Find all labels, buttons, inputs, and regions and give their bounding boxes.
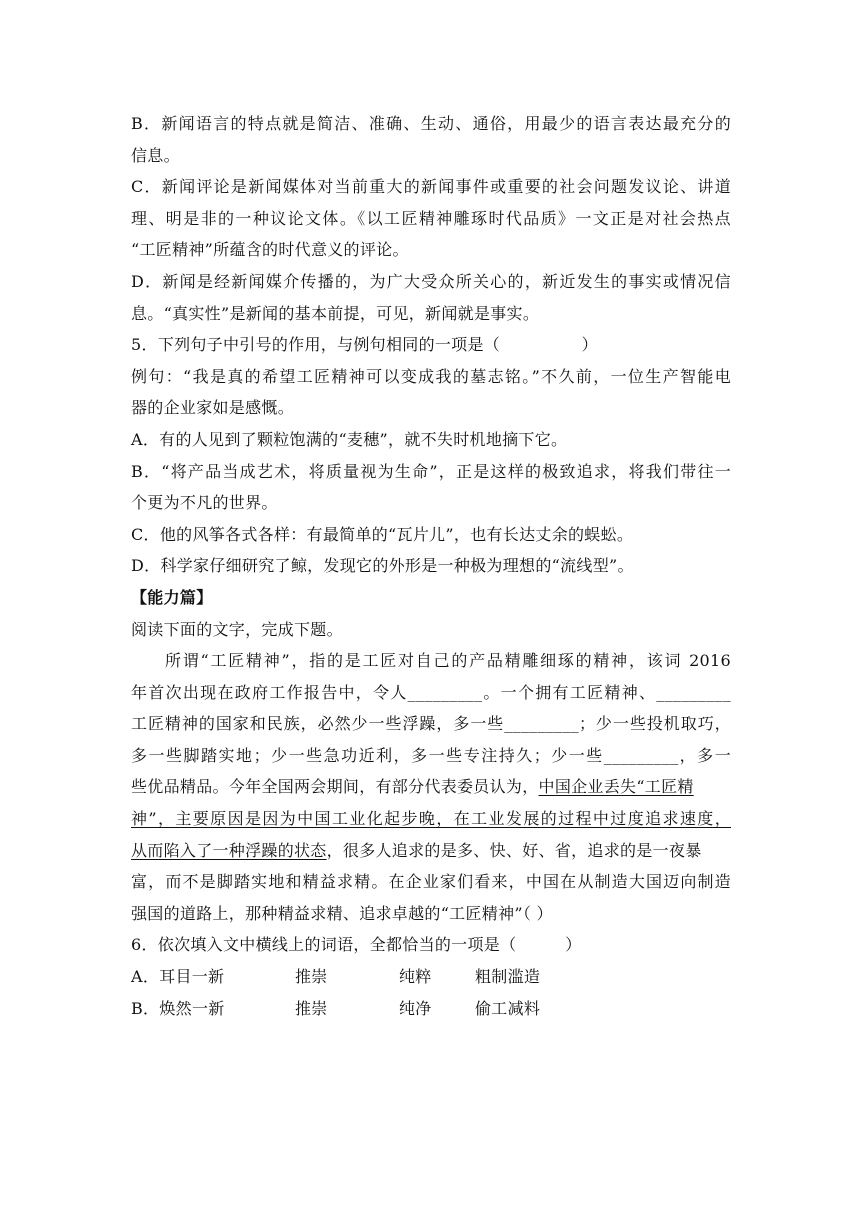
q5-option-b-line-1: B．“将产品当成艺术，将质量视为生命”，正是这样的极致追求，将我们带往一 [131,461,731,481]
q6-b-word-3: 纯净 [399,998,432,1018]
q6-a-word-4: 粗制滥造 [475,967,541,987]
q6-a-word-3: 纯粹 [399,967,432,987]
option-d-line-2: 息。“真实性”是新闻的基本前提，可见，新闻就是事实。 [131,303,540,323]
document-body [131,108,731,1024]
reading-instruction: 阅读下面的文字，完成下题。 [131,619,343,639]
q5-option-a: A．有的人见到了颗粒饱满的“麦穗”，就不失时机地摘下它。 [131,429,568,449]
passage-line-5 [131,771,731,803]
passage-line-7-text: ，很多人追求的是多、快、好、省，追求的是一夜暴 [326,840,702,860]
underlined-sentence-part-1: 中国企业丢失“工匠精 [538,777,694,797]
q5-option-c: C．他的风筝各式各样：有最简单的“瓦片儿”，也有长达丈余的蜈蚣。 [131,524,634,544]
q6-option-b [131,993,731,1025]
passage-line-8: 富，而不是脚踏实地和精益求精。在企业家们看来，中国在从制造大国迈向制造 [131,872,731,892]
q6-option-a [131,961,731,993]
passage-line-1: 所谓“工匠精神”，指的是工匠对自己的产品精雕细琢的精神，该词 2016 [165,651,731,671]
option-c-line-1: C．新闻评论是新闻媒体对当前重大的新闻事件或重要的社会问题发议论、讲道 [131,177,731,197]
passage-line-5-text: 些优品精品。今年全国两会期间，有部分代表委员认为， [131,777,539,797]
underlined-sentence-part-3: 从而陷入了一种浮躁的状态 [131,840,327,860]
q6-a-word-2: 推崇 [295,967,328,987]
passage-line-4: 多一些脚踏实地；少一些急功近利，多一些专注持久；少一些_________，多一 [131,745,731,765]
passage-line-7 [131,835,731,867]
option-d-line-1: D．新闻是经新闻媒介传播的，为广大受众所关心的，新近发生的事实或情况信 [131,271,731,291]
section-heading: 【能力篇】 [131,587,213,607]
option-c-line-2: 理、明是非的一种议论文体。《以工匠精神雕琢时代品质》一文正是对社会热点 [131,208,731,228]
q6-b-word-4: 偷工减料 [475,998,541,1018]
question-5: 5．下列句子中引号的作用，与例句相同的一项是（ ） [131,335,598,355]
example-line-1: 例句：“我是真的希望工匠精神可以变成我的墓志铭。”不久前，一位生产智能电 [131,366,731,386]
q5-option-d: D．科学家仔细研究了鲸，发现它的外形是一种极为理想的“流线型”。 [131,556,634,576]
passage-line-9: 强国的道路上，那种精益求精、追求卓越的“工匠精神”（ ） [131,903,553,923]
option-b-line-1: B．新闻语言的特点就是简洁、准确、生动、通俗，用最少的语言表达最充分的 [131,114,731,133]
q6-b-word-2: 推崇 [295,998,328,1018]
option-c-line-3: “工匠精神”所蕴含的时代意义的评论。 [131,240,409,260]
q5-option-b-line-2: 个更为不凡的世界。 [131,493,278,513]
example-line-2: 器的企业家如是感慨。 [131,398,295,418]
option-b-line-2: 信息。 [131,145,180,165]
passage-line-3: 工匠精神的国家和民族，必然少一些浮躁，多一些_________；少一些投机取巧， [131,714,731,734]
q6-a-word-1: A．耳目一新 [131,967,225,987]
passage-line-2: 年首次出现在政府工作报告中，令人_________。一个拥有工匠精神、_________ [131,682,731,702]
underlined-sentence-part-2: 神”，主要原因是因为中国工业化起步晚，在工业发展的过程中过度追求速度， [131,809,731,829]
q6-b-word-1: B．焕然一新 [131,998,225,1018]
question-6: 6．依次填入文中横线上的词语，全都恰当的一项是（ ） [131,935,582,955]
